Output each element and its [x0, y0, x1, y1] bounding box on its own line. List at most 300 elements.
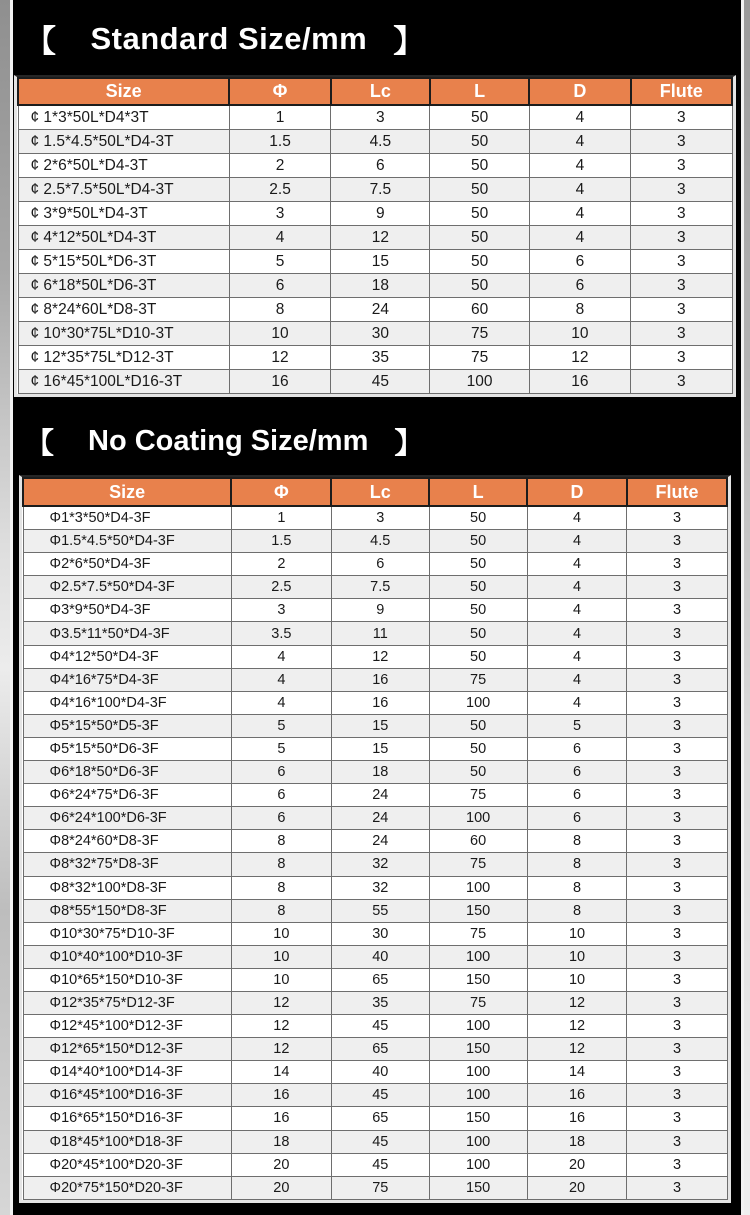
value-cell: 10	[231, 922, 331, 945]
value-cell: 16	[331, 691, 429, 714]
col-header-d: D	[527, 478, 627, 506]
value-cell: 3	[231, 599, 331, 622]
value-cell: 50	[430, 154, 529, 178]
value-cell: 6	[331, 553, 429, 576]
table-row	[18, 322, 732, 346]
value-cell: 50	[430, 178, 529, 202]
value-cell: 150	[429, 1176, 527, 1199]
left-bracket: 【	[25, 24, 57, 59]
table-row	[23, 1107, 727, 1130]
value-cell: 2.5	[229, 178, 330, 202]
table-row	[23, 668, 727, 691]
value-cell: 16	[231, 1107, 331, 1130]
table-row	[23, 876, 727, 899]
value-cell: 3	[631, 105, 732, 130]
value-cell: 3	[631, 130, 732, 154]
section-title-text: No Coating Size/mm	[88, 425, 369, 457]
value-cell: 4	[527, 530, 627, 553]
value-cell: 5	[231, 737, 331, 760]
value-cell: 3	[627, 784, 727, 807]
value-cell: 8	[231, 899, 331, 922]
size-cell: ¢ 3*9*50L*D4-3T	[18, 202, 229, 226]
value-cell: 18	[331, 761, 429, 784]
table-row	[23, 1176, 727, 1199]
size-cell: ¢ 12*35*75L*D12-3T	[18, 346, 229, 370]
value-cell: 6	[527, 807, 627, 830]
value-cell: 12	[331, 645, 429, 668]
value-cell: 50	[429, 714, 527, 737]
value-cell: 35	[331, 991, 429, 1014]
value-cell: 4	[527, 691, 627, 714]
value-cell: 3	[627, 899, 727, 922]
value-cell: 150	[429, 899, 527, 922]
right-bracket: 】	[393, 24, 425, 59]
value-cell: 4	[229, 226, 330, 250]
value-cell: 45	[331, 1130, 429, 1153]
value-cell: 30	[331, 922, 429, 945]
size-cell: ¢ 2*6*50L*D4-3T	[18, 154, 229, 178]
value-cell: 3	[627, 991, 727, 1014]
size-cell: Φ8*24*60*D8-3F	[23, 830, 231, 853]
value-cell: 75	[331, 1176, 429, 1199]
value-cell: 12	[231, 1015, 331, 1038]
value-cell: 8	[229, 298, 330, 322]
size-cell: Φ4*12*50*D4-3F	[23, 645, 231, 668]
size-cell: Φ3.5*11*50*D4-3F	[23, 622, 231, 645]
value-cell: 24	[331, 807, 429, 830]
value-cell: 75	[429, 922, 527, 945]
value-cell: 20	[527, 1153, 627, 1176]
value-cell: 16	[331, 668, 429, 691]
size-cell: ¢ 8*24*60L*D8-3T	[18, 298, 229, 322]
value-cell: 8	[527, 830, 627, 853]
size-cell: Φ8*55*150*D8-3F	[23, 899, 231, 922]
size-cell: Φ2*6*50*D4-3F	[23, 553, 231, 576]
value-cell: 10	[229, 322, 330, 346]
col-header-size: Size	[18, 78, 229, 105]
value-cell: 50	[430, 274, 529, 298]
table-row	[23, 899, 727, 922]
value-cell: 3	[627, 853, 727, 876]
table-row	[23, 968, 727, 991]
value-cell: 75	[430, 346, 529, 370]
value-cell: 6	[331, 154, 430, 178]
value-cell: 3	[627, 1084, 727, 1107]
value-cell: 10	[527, 922, 627, 945]
value-cell: 4	[527, 668, 627, 691]
table-row	[23, 922, 727, 945]
value-cell: 100	[429, 876, 527, 899]
standard-size-table-frame	[14, 75, 736, 397]
size-cell: Φ3*9*50*D4-3F	[23, 599, 231, 622]
value-cell: 3	[627, 691, 727, 714]
value-cell: 150	[429, 1107, 527, 1130]
value-cell: 3	[631, 250, 732, 274]
value-cell: 4	[529, 226, 630, 250]
value-cell: 2	[231, 553, 331, 576]
value-cell: 100	[429, 1061, 527, 1084]
value-cell: 50	[430, 202, 529, 226]
size-cell: Φ20*75*150*D20-3F	[23, 1176, 231, 1199]
table-row	[23, 530, 727, 553]
value-cell: 75	[429, 668, 527, 691]
table-row	[18, 130, 732, 154]
value-cell: 3.5	[231, 622, 331, 645]
size-cell: Φ16*45*100*D16-3F	[23, 1084, 231, 1107]
value-cell: 3	[631, 346, 732, 370]
value-cell: 100	[429, 1015, 527, 1038]
value-cell: 100	[429, 807, 527, 830]
value-cell: 4	[527, 553, 627, 576]
value-cell: 16	[229, 370, 330, 394]
right-bracket: 】	[394, 428, 424, 460]
size-cell: Φ6*18*50*D6-3F	[23, 761, 231, 784]
value-cell: 1.5	[229, 130, 330, 154]
value-cell: 3	[627, 1176, 727, 1199]
size-cell: Φ6*24*75*D6-3F	[23, 784, 231, 807]
value-cell: 3	[627, 1015, 727, 1038]
value-cell: 50	[429, 576, 527, 599]
value-cell: 4	[529, 202, 630, 226]
size-cell: Φ10*40*100*D10-3F	[23, 945, 231, 968]
value-cell: 24	[331, 784, 429, 807]
size-cell: ¢ 16*45*100L*D16-3T	[18, 370, 229, 394]
value-cell: 3	[627, 576, 727, 599]
value-cell: 5	[229, 250, 330, 274]
table-row	[23, 761, 727, 784]
size-cell: ¢ 10*30*75L*D10-3T	[18, 322, 229, 346]
value-cell: 100	[429, 1153, 527, 1176]
value-cell: 150	[429, 1038, 527, 1061]
section-title-text: Standard Size/mm	[90, 20, 368, 56]
value-cell: 15	[331, 714, 429, 737]
value-cell: 18	[331, 274, 430, 298]
value-cell: 3	[631, 274, 732, 298]
table-row	[23, 506, 727, 530]
value-cell: 1	[229, 105, 330, 130]
value-cell: 16	[527, 1084, 627, 1107]
value-cell: 30	[331, 322, 430, 346]
value-cell: 50	[429, 622, 527, 645]
col-header-l: L	[429, 478, 527, 506]
value-cell: 9	[331, 202, 430, 226]
col-header-phi: Φ	[231, 478, 331, 506]
table-row	[23, 853, 727, 876]
table-row	[23, 1153, 727, 1176]
value-cell: 40	[331, 945, 429, 968]
value-cell: 3	[627, 645, 727, 668]
value-cell: 4	[231, 645, 331, 668]
table-row	[23, 807, 727, 830]
value-cell: 7.5	[331, 178, 430, 202]
value-cell: 50	[430, 130, 529, 154]
value-cell: 12	[331, 226, 430, 250]
value-cell: 35	[331, 346, 430, 370]
value-cell: 12	[527, 1038, 627, 1061]
value-cell: 14	[527, 1061, 627, 1084]
value-cell: 45	[331, 1084, 429, 1107]
size-cell: ¢ 6*18*50L*D6-3T	[18, 274, 229, 298]
size-cell: Φ10*30*75*D10-3F	[23, 922, 231, 945]
value-cell: 100	[429, 691, 527, 714]
value-cell: 150	[429, 968, 527, 991]
value-cell: 3	[627, 530, 727, 553]
size-cell: Φ8*32*100*D8-3F	[23, 876, 231, 899]
value-cell: 55	[331, 899, 429, 922]
value-cell: 3	[627, 1038, 727, 1061]
value-cell: 3	[627, 599, 727, 622]
value-cell: 10	[529, 322, 630, 346]
value-cell: 4	[529, 154, 630, 178]
photo-edge-left	[0, 0, 10, 1215]
size-cell: ¢ 1.5*4.5*50L*D4-3T	[18, 130, 229, 154]
size-cell: Φ10*65*150*D10-3F	[23, 968, 231, 991]
value-cell: 75	[429, 991, 527, 1014]
standard-table-body	[18, 105, 732, 394]
col-header-size: Size	[23, 478, 231, 506]
value-cell: 3	[627, 553, 727, 576]
no-coating-table-body	[23, 506, 727, 1199]
value-cell: 20	[231, 1153, 331, 1176]
size-cell: Φ1*3*50*D4-3F	[23, 506, 231, 530]
col-header-flute: Flute	[627, 478, 727, 506]
size-cell: Φ8*32*75*D8-3F	[23, 853, 231, 876]
value-cell: 6	[231, 761, 331, 784]
value-cell: 4	[529, 130, 630, 154]
col-header-d: D	[529, 78, 630, 105]
col-header-lc: Lc	[331, 478, 429, 506]
value-cell: 100	[429, 1084, 527, 1107]
value-cell: 4	[527, 599, 627, 622]
photo-edge-right	[744, 0, 750, 1215]
table-row	[23, 737, 727, 760]
table-row	[18, 202, 732, 226]
table-row	[18, 105, 732, 130]
table-row	[23, 1061, 727, 1084]
value-cell: 2.5	[231, 576, 331, 599]
table-row	[18, 226, 732, 250]
value-cell: 5	[231, 714, 331, 737]
value-cell: 12	[529, 346, 630, 370]
no-coating-table-frame	[19, 475, 731, 1203]
col-header-l: L	[430, 78, 529, 105]
size-cell: Φ6*24*100*D6-3F	[23, 807, 231, 830]
size-cell: Φ5*15*50*D5-3F	[23, 714, 231, 737]
table-row	[23, 622, 727, 645]
size-cell: ¢ 5*15*50L*D6-3T	[18, 250, 229, 274]
value-cell: 14	[231, 1061, 331, 1084]
value-cell: 4	[527, 506, 627, 530]
value-cell: 50	[429, 737, 527, 760]
value-cell: 6	[527, 761, 627, 784]
table-row	[23, 1130, 727, 1153]
value-cell: 8	[231, 876, 331, 899]
value-cell: 50	[429, 553, 527, 576]
value-cell: 3	[627, 622, 727, 645]
value-cell: 50	[430, 105, 529, 130]
header-row	[18, 78, 732, 105]
value-cell: 3	[229, 202, 330, 226]
value-cell: 75	[429, 784, 527, 807]
standard-table-header	[18, 78, 732, 105]
value-cell: 50	[429, 645, 527, 668]
value-cell: 4	[529, 105, 630, 130]
value-cell: 50	[429, 530, 527, 553]
value-cell: 3	[331, 105, 430, 130]
value-cell: 50	[429, 761, 527, 784]
value-cell: 60	[429, 830, 527, 853]
value-cell: 75	[429, 853, 527, 876]
value-cell: 8	[231, 853, 331, 876]
header-row	[23, 478, 727, 506]
value-cell: 12	[231, 991, 331, 1014]
value-cell: 15	[331, 250, 430, 274]
value-cell: 45	[331, 1153, 429, 1176]
value-cell: 32	[331, 876, 429, 899]
value-cell: 3	[627, 1061, 727, 1084]
value-cell: 8	[527, 853, 627, 876]
value-cell: 11	[331, 622, 429, 645]
value-cell: 6	[231, 784, 331, 807]
value-cell: 4.5	[331, 130, 430, 154]
size-cell: ¢ 2.5*7.5*50L*D4-3T	[18, 178, 229, 202]
table-row	[23, 1038, 727, 1061]
value-cell: 65	[331, 1107, 429, 1130]
value-cell: 6	[529, 274, 630, 298]
value-cell: 3	[627, 876, 727, 899]
value-cell: 16	[529, 370, 630, 394]
value-cell: 20	[231, 1176, 331, 1199]
standard-size-table	[17, 77, 733, 394]
table-row	[23, 714, 727, 737]
section-title-standard-size	[13, 0, 741, 75]
value-cell: 12	[229, 346, 330, 370]
value-cell: 4	[527, 622, 627, 645]
left-bracket: 【	[25, 428, 55, 460]
value-cell: 2	[229, 154, 330, 178]
value-cell: 3	[627, 1153, 727, 1176]
value-cell: 12	[527, 1015, 627, 1038]
table-row	[23, 553, 727, 576]
value-cell: 50	[430, 250, 529, 274]
value-cell: 3	[631, 226, 732, 250]
value-cell: 65	[331, 968, 429, 991]
value-cell: 3	[627, 1107, 727, 1130]
value-cell: 3	[631, 322, 732, 346]
no-coating-table-header	[23, 478, 727, 506]
value-cell: 3	[627, 968, 727, 991]
size-cell: Φ2.5*7.5*50*D4-3F	[23, 576, 231, 599]
value-cell: 3	[627, 506, 727, 530]
value-cell: 20	[527, 1176, 627, 1199]
value-cell: 8	[529, 298, 630, 322]
size-cell: Φ4*16*75*D4-3F	[23, 668, 231, 691]
value-cell: 4	[527, 576, 627, 599]
value-cell: 45	[331, 370, 430, 394]
value-cell: 5	[527, 714, 627, 737]
col-header-flute: Flute	[631, 78, 732, 105]
size-cell: Φ20*45*100*D20-3F	[23, 1153, 231, 1176]
table-row	[23, 991, 727, 1014]
value-cell: 24	[331, 830, 429, 853]
value-cell: 3	[627, 922, 727, 945]
value-cell: 10	[231, 945, 331, 968]
size-cell: Φ12*45*100*D12-3F	[23, 1015, 231, 1038]
table-row	[23, 830, 727, 853]
value-cell: 15	[331, 737, 429, 760]
size-cell: Φ16*65*150*D16-3F	[23, 1107, 231, 1130]
content-panel	[13, 0, 741, 1215]
value-cell: 65	[331, 1038, 429, 1061]
value-cell: 16	[231, 1084, 331, 1107]
value-cell: 6	[527, 737, 627, 760]
value-cell: 8	[527, 899, 627, 922]
value-cell: 100	[429, 945, 527, 968]
value-cell: 12	[527, 991, 627, 1014]
table-row	[18, 154, 732, 178]
no-coating-size-table	[22, 477, 728, 1200]
table-row	[18, 178, 732, 202]
size-cell: Φ14*40*100*D14-3F	[23, 1061, 231, 1084]
table-row	[23, 645, 727, 668]
value-cell: 4	[231, 691, 331, 714]
table-row	[23, 1084, 727, 1107]
size-cell: ¢ 1*3*50L*D4*3T	[18, 105, 229, 130]
table-row	[18, 346, 732, 370]
value-cell: 45	[331, 1015, 429, 1038]
value-cell: 6	[527, 784, 627, 807]
value-cell: 3	[627, 830, 727, 853]
value-cell: 4	[231, 668, 331, 691]
section-title-no-coating-size	[13, 397, 741, 475]
col-header-phi: Φ	[229, 78, 330, 105]
size-cell: ¢ 4*12*50L*D4-3T	[18, 226, 229, 250]
table-row	[23, 784, 727, 807]
value-cell: 60	[430, 298, 529, 322]
value-cell: 3	[631, 298, 732, 322]
value-cell: 3	[627, 714, 727, 737]
value-cell: 3	[331, 506, 429, 530]
size-cell: Φ5*15*50*D6-3F	[23, 737, 231, 760]
value-cell: 16	[527, 1107, 627, 1130]
value-cell: 4	[529, 178, 630, 202]
value-cell: 3	[627, 668, 727, 691]
value-cell: 6	[231, 807, 331, 830]
value-cell: 3	[631, 178, 732, 202]
value-cell: 3	[627, 761, 727, 784]
value-cell: 18	[527, 1130, 627, 1153]
table-row	[23, 945, 727, 968]
table-row	[23, 599, 727, 622]
table-row	[23, 1015, 727, 1038]
size-cell: Φ4*16*100*D4-3F	[23, 691, 231, 714]
value-cell: 3	[627, 807, 727, 830]
value-cell: 50	[429, 506, 527, 530]
value-cell: 3	[627, 1130, 727, 1153]
value-cell: 50	[429, 599, 527, 622]
value-cell: 3	[627, 737, 727, 760]
value-cell: 6	[229, 274, 330, 298]
value-cell: 40	[331, 1061, 429, 1084]
value-cell: 32	[331, 853, 429, 876]
value-cell: 4.5	[331, 530, 429, 553]
size-cell: Φ18*45*100*D18-3F	[23, 1130, 231, 1153]
value-cell: 3	[627, 945, 727, 968]
value-cell: 3	[631, 370, 732, 394]
table-row	[23, 691, 727, 714]
value-cell: 100	[430, 370, 529, 394]
table-row	[23, 576, 727, 599]
